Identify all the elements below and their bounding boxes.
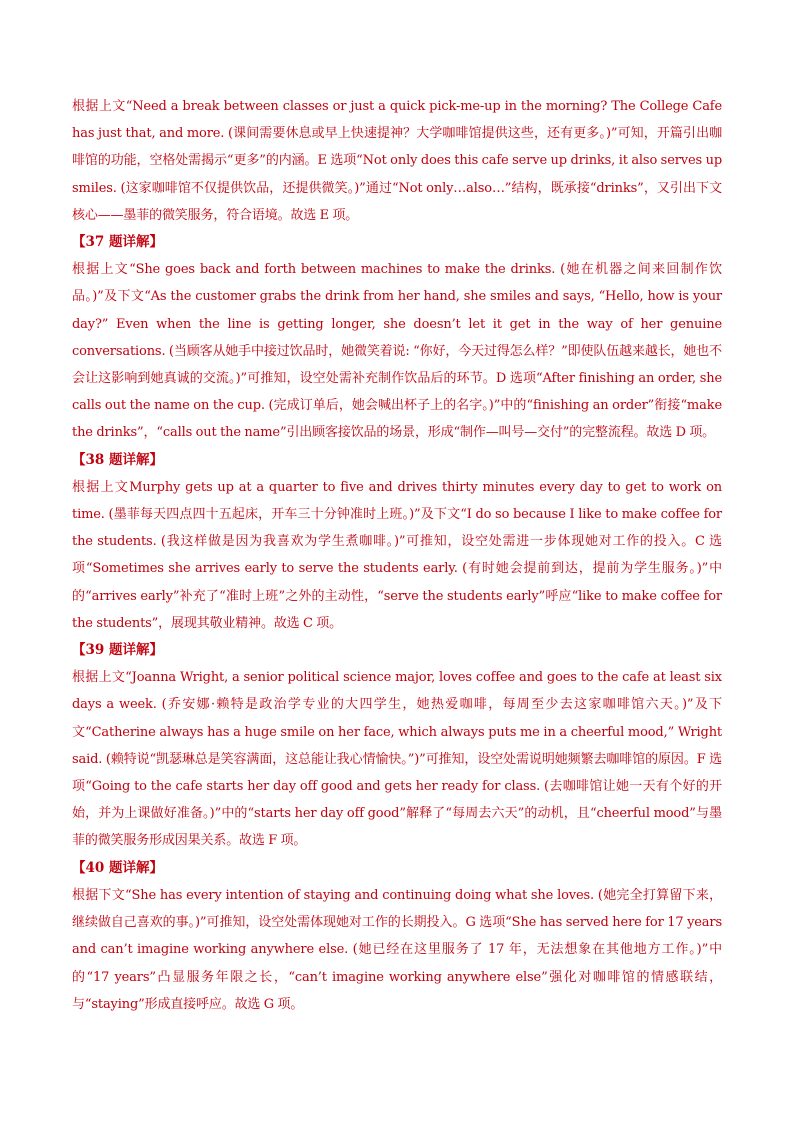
heading-q39: 【39 题详解】	[72, 642, 163, 659]
heading-q40: 【40 题详解】	[72, 859, 163, 876]
paragraph-q40: 根据下文“She has every intention of staying and continuing doing what she loves. (她完全打算留下来，继续做自己喜欢的事。)”可推知，设空处需体现她对工作的长期投入。G 选项“She has served here for 17 years and can’t imagine working anywhere else. (她已经在这里服务了 17 年，无法想象在其他地方工作。)”中的“17 years”凸显服务年限之长，“can’t imagine working anywhere else”强化对咖啡馆的情感联结，与“staying”形成直接呼应。故选 G 项。	[72, 887, 722, 1012]
heading-q38: 【38 题详解】	[72, 451, 163, 468]
document-page	[72, 93, 722, 1018]
paragraph-q36: 根据上文“Need a break between classes or just a quick pick-me-up in the morning? The College Cafe has just that, and more. (课间需要休息或早上快速提神？大学咖啡馆提供这些，还有更多。)”可知，开篇引出咖啡馆的功能，空格处需揭示“更多”的内涵。E 选项“Not only does this cafe serve up drinks, it also serves up smiles. (这家咖啡馆不仅提供饮品，还提供微笑。)”通过“Not only…also…”结构，既承接“drinks”，又引出下文核心——墨菲的微笑服务，符合语境。故选 E 项。	[72, 99, 722, 223]
paragraph-q39: 根据上文“Joanna Wright, a senior political science major, loves coffee and goes to the cafe at least six days a week. (乔安娜·赖特是政治学专业的大四学生，她热爱咖啡，每周至少去这家咖啡馆六天。)”及下文“Catherine always has a huge smile on her face, which always puts me in a cheerful mood,” Wright said. (赖特说“凯瑟琳总是笑容满面，这总能让我心情愉快。”)”可推知，设空处需说明她频繁去咖啡馆的原因。F 选项“Going to the cafe starts her day off good and gets her ready for class. (去咖啡馆让她一天有个好的开始，并为上课做好准备。)”中的“starts her day off good”解释了“每周去六天”的动机，且“cheerful mood”与墨菲的微笑服务形成因果关系。故选 F 项。	[72, 670, 722, 849]
heading-q37: 【37 题详解】	[72, 234, 163, 251]
paragraph-q38: 根据上文Murphy gets up at a quarter to five and drives thirty minutes every day to get to work on time. (墨菲每天四点四十五起床，开车三十分钟准时上班。)”及下文“I do so because I like to make coffee for the students. (我这样做是因为我喜欢为学生煮咖啡。)”可推知，设空处需进一步体现她对工作的投入。C 选项“Sometimes she arrives early to serve the students early. (有时她会提前到达，提前为学生服务。)”中的“arrives early”补充了“准时上班”之外的主动性，“serve the students early”呼应“like to make coffee for the students”，展现其敬业精神。故选 C 项。	[72, 479, 722, 631]
paragraph-q37: 根据上文“She goes back and forth between machines to make the drinks. (她在机器之间来回制作饮品。)”及下文“As the customer grabs the drink from her hand, she smiles and says, “Hello, how is your day?” Even when the line is getting longer, she doesn’t let it get in the way of her genuine conversations. (当顾客从她手中接过饮品时，她微笑着说: “你好，今天过得怎么样？”即使队伍越来越长，她也不会让这影响到她真诚的交流。)”可推知，设空处需补充制作饮品后的环节。D 选项“After finishing an order, she calls out the name on the cup. (完成订单后，她会喊出杯子上的名字。)”中的“finishing an order”衔接“make the drinks”，“calls out the name”引出顾客接饮品的场景，形成“制作—叫号—交付”的完整流程。故选 D 项。	[72, 262, 722, 441]
